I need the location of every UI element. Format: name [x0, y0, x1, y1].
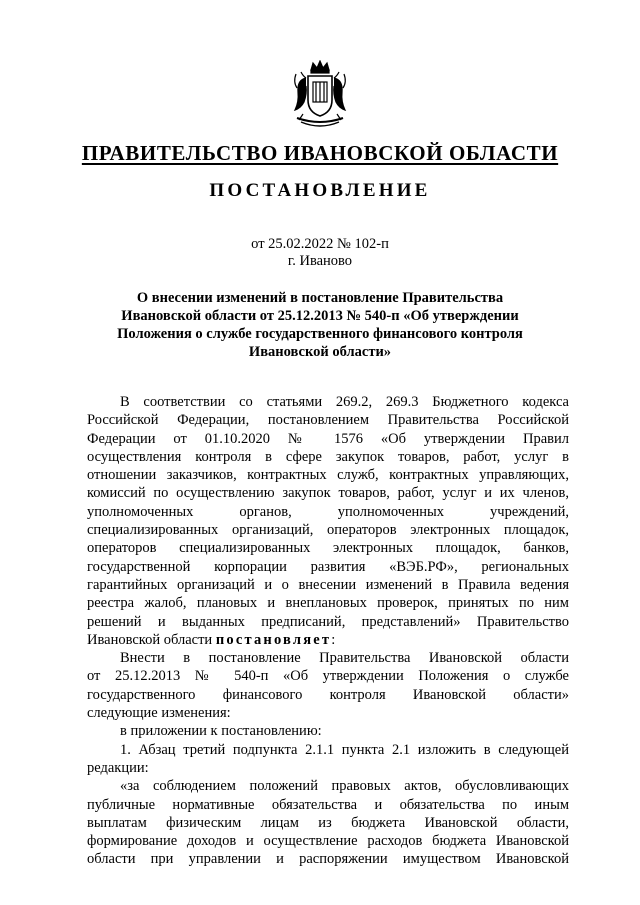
body-line: редакции:	[87, 759, 149, 776]
document-type-title: ПОСТАНОВЛЕНИЕ	[209, 180, 431, 201]
body-line: публичные нормативные обязательства и обязательства по иным	[87, 796, 569, 813]
body-line: выплатам физическим лицам из бюджета Ивановской области,	[87, 814, 569, 831]
body-line: «за соблюдением положений правовых актов, обусловливающих	[120, 778, 569, 795]
subject-line: О внесении изменений в постановление Правительства	[136, 290, 504, 306]
body-line: формирование доходов и осуществление расходов бюджета Ивановской	[87, 833, 569, 850]
body-line: В соответствии со статьями 269.2, 269.3 Бюджетного кодекса	[120, 394, 569, 410]
body-line: уполномоченных органов, уполномоченных учреждений,	[87, 503, 569, 520]
body-line: осуществления контроля в сфере закупок товаров, работ, услуг в	[87, 448, 569, 465]
subject-line: Ивановской области»	[248, 344, 392, 360]
coat-of-arms-icon	[289, 60, 351, 132]
body-line: области при управлении и распоряжении имуществом Ивановской	[87, 851, 569, 868]
body-line: решений и выданных предписаний, представлений» Правительство	[87, 613, 569, 630]
body-line: гарантийных организаций и о внесении изменений в Правила ведения	[87, 576, 569, 593]
city-line: г. Иваново	[287, 253, 353, 269]
body-line: Российской Федерации, постановлением Правительства Российской	[87, 412, 569, 429]
body-line: следующие изменения:	[87, 705, 231, 722]
document-subject	[100, 289, 540, 361]
body-line: комиссий по осуществлению закупок товаров, работ, услуг и их членов,	[87, 485, 569, 502]
date-number-line: от 25.02.2022 № 102-п	[251, 236, 389, 252]
resolves-emphasis: постановляет	[215, 631, 332, 648]
body-line-prefix: Ивановской области	[87, 631, 216, 648]
body-line: Внести в постановление Правительства Ивановской области	[120, 650, 569, 667]
body-line: реестра жалоб, плановых и внеплановых проверок, принятых по ним	[87, 595, 569, 612]
government-title: ПРАВИТЕЛЬСТВО ИВАНОВСКОЙ ОБЛАСТИ	[81, 141, 559, 165]
body-line: в приложении к постановлению:	[120, 723, 322, 740]
body-line-resolution	[87, 631, 569, 649]
body-line: государственного финансового контроля Ивановской области»	[87, 686, 569, 703]
subject-line: Положения о службе государственного финансового контроля	[117, 326, 523, 342]
body-line: специализированных организаций, операторов электронных площадок,	[87, 522, 569, 539]
body-line: Федерации от 01.10.2020 № 1576 «Об утверждении Правил	[87, 430, 569, 447]
body-line-suffix: :	[331, 631, 336, 648]
body-line: 1. Абзац третий подпункта 2.1.1 пункта 2.1 изложить в следующей	[120, 741, 569, 758]
subject-line: Ивановской области от 25.12.2013 № 540-п «Об утверждении	[121, 308, 519, 324]
body-line: отношении заказчиков, контрактных служб, контрактных управляющих,	[87, 467, 569, 484]
document-body	[87, 393, 569, 869]
body-line: от 25.12.2013 № 540-п «Об утверждении Положения о службе	[87, 668, 569, 685]
body-line: операторов специализированных электронных площадок, банков,	[87, 540, 569, 557]
body-line: государственной корпорации развития «ВЭБ.РФ», региональных	[87, 558, 569, 575]
